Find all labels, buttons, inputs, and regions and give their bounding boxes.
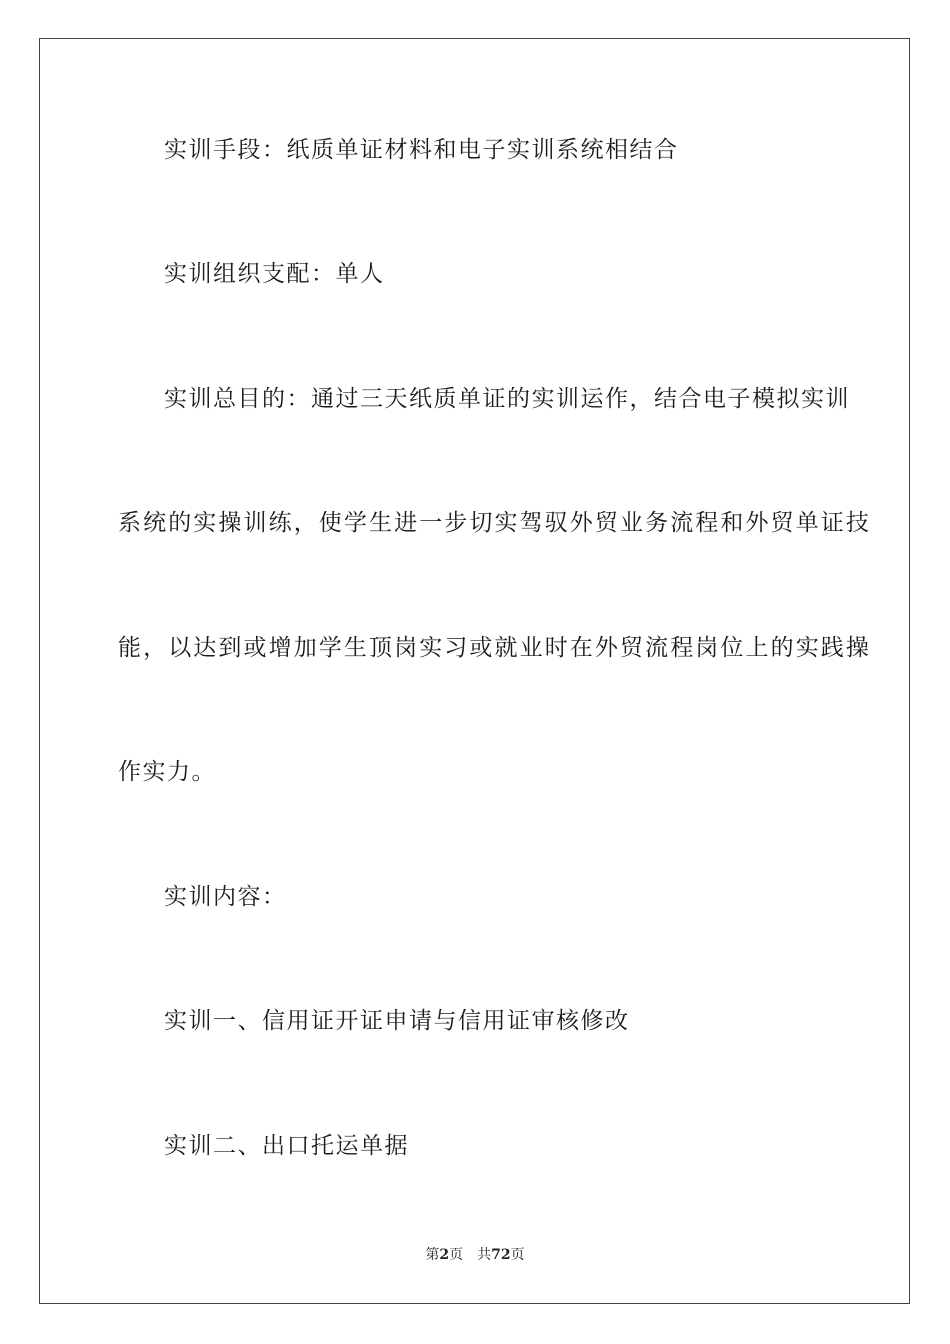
page-footer [0,1246,950,1264]
footer-page-prefix: 第 [425,1247,440,1263]
footer-total-suffix: 页 [510,1247,525,1263]
paragraph-training-goal-line-2: 系统的实操训练，使学生进一步切实驾驭外贸业务流程和外贸单证技 [118,510,871,536]
footer-page-number: 2 [439,1247,450,1263]
footer-page-suffix: 页 [449,1247,464,1263]
paragraph-training-organization: 实训组织支配：单人 [164,261,385,287]
footer-total-pages: 72 [491,1247,511,1263]
page-border [39,38,910,1304]
paragraph-training-means: 实训手段：纸质单证材料和电子实训系统相结合 [164,137,679,163]
training-item-2: 实训二、出口托运单据 [164,1133,409,1159]
paragraph-training-goal-line-4: 作实力。 [118,759,216,785]
section-heading-training-content: 实训内容： [164,884,287,910]
paragraph-training-goal-line-3: 能，以达到或增加学生顶岗实习或就业时在外贸流程岗位上的实践操 [118,635,871,661]
footer-total-prefix: 共 [477,1247,492,1263]
training-item-1: 实训一、信用证开证申请与信用证审核修改 [164,1008,630,1034]
paragraph-training-goal-line-1: 实训总目的：通过三天纸质单证的实训运作，结合电子模拟实训 [164,386,850,412]
